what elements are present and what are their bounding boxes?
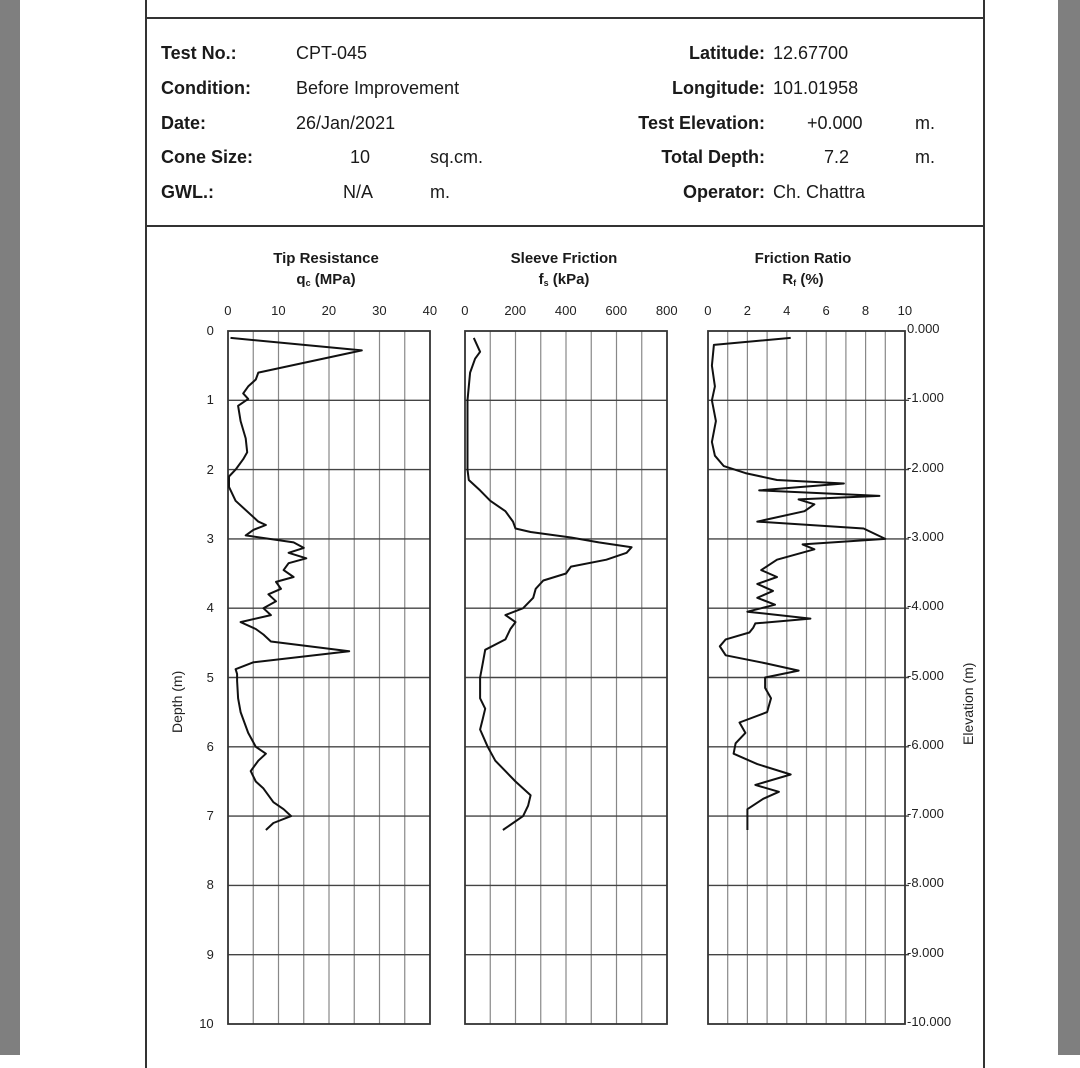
depth-tick: 4 [206,600,214,616]
elevation-tick: -2.000 [907,459,944,475]
sleeve-friction-x-tick: 0 [461,303,469,318]
sleeve-friction-plot [465,331,667,1024]
test-no-value: CPT-045 [296,43,368,63]
elevation-tick: 0.000 [907,321,940,336]
depth-tick: 6 [206,738,214,754]
sleeve-friction-x-tick: 600 [605,303,628,318]
friction-ratio-x-tick: 2 [743,303,751,318]
depth-tick: 2 [206,461,214,477]
tip-resistance-curve [229,338,362,830]
fs-subscript: s [543,278,549,288]
sleeve-friction-title-text: Sleeve Friction [510,250,618,267]
friction-ratio-curve [712,338,885,830]
date-label: Date: [161,113,207,133]
depth-tick: 5 [206,669,214,685]
sleeve-friction-x-tick: 200 [504,303,527,318]
gwl-unit: m. [430,182,450,202]
gwl-label: GWL.: [161,182,214,202]
elevation-tick: -6.000 [907,736,944,752]
tip-resistance-x-tick: 30 [372,303,387,318]
tip-resistance-x-tick: 0 [224,303,232,318]
cone-size-unit: sq.cm. [430,147,484,167]
friction-ratio-x-tick: 6 [822,303,830,318]
sleeve-friction-curve [468,338,632,830]
cone-size-label: Cone Size: [161,147,254,167]
qc-subscript: c [305,278,311,288]
sleeve-friction-x-tick: 800 [655,303,678,318]
operator-value: Ch. Chattra [773,182,866,202]
depth-tick: 3 [206,530,214,546]
latitude-value: 12.67700 [773,43,849,63]
depth-tick: 8 [206,877,214,893]
elevation-tick: -10.000 [907,1014,952,1029]
elevation-tick: -9.000 [907,944,944,960]
total-depth-unit: m. [915,147,935,167]
gwl-value: N/A [343,182,374,202]
latitude-label: Latitude: [689,43,765,63]
cone-size-value: 10 [350,147,371,167]
sleeve-friction-x-tick: 400 [554,303,577,318]
friction-ratio-plot [708,331,909,1024]
date-value: 26/Jan/2021 [296,113,396,133]
rf-subscript: f [793,278,797,288]
tip-resistance-title-text: Tip Resistance [273,250,379,267]
qc-symbol: q [296,271,306,288]
friction-ratio-x-tick: 8 [861,303,870,318]
tip-resistance-plot [228,331,430,1024]
friction-ratio-x-tick: 0 [704,303,712,318]
operator-label: Operator: [682,182,765,202]
elevation-axis-label: Elevation (m) [960,662,976,745]
elevation-tick: -3.000 [907,528,944,544]
longitude-label: Longitude: [672,78,765,98]
depth-axis-label: Depth (m) [169,670,185,733]
elevation-tick: -1.000 [907,390,944,406]
elevation-tick: -7.000 [907,806,944,822]
tip-resistance-x-tick: 10 [271,303,286,318]
tip-resistance-x-tick: 40 [422,303,438,318]
depth-tick: 1 [206,392,214,408]
depth-tick: 9 [206,946,214,962]
rf-symbol: R [782,271,794,288]
elevation-tick: -8.000 [907,875,944,891]
longitude-value: 101.01958 [773,78,859,98]
test-elevation-unit: m. [915,113,935,133]
tip-resistance-x-tick: 20 [321,303,337,318]
total-depth-label: Total Depth: [661,147,765,167]
friction-ratio-x-tick: 4 [783,303,791,318]
depth-tick: 0 [206,323,214,338]
fs-unit: (kPa) [548,271,590,288]
test-elevation-value: +0.000 [807,113,863,133]
depth-tick: 7 [206,808,214,824]
rf-unit: (%) [796,271,824,288]
qc-unit: (MPa) [310,271,356,288]
depth-tick: 10 [199,1016,214,1031]
fs-symbol: f [538,271,544,288]
condition-value: Before Improvement [296,78,460,98]
friction-ratio-x-tick: 10 [897,303,913,318]
test-elevation-label: Test Elevation: [638,113,765,133]
total-depth-value: 7.2 [824,147,850,167]
condition-label: Condition: [161,78,251,98]
elevation-tick: -4.000 [907,598,944,614]
friction-ratio-title-text: Friction Ratio [754,250,852,267]
elevation-tick: -5.000 [907,667,944,683]
test-no-label: Test No.: [161,43,237,63]
